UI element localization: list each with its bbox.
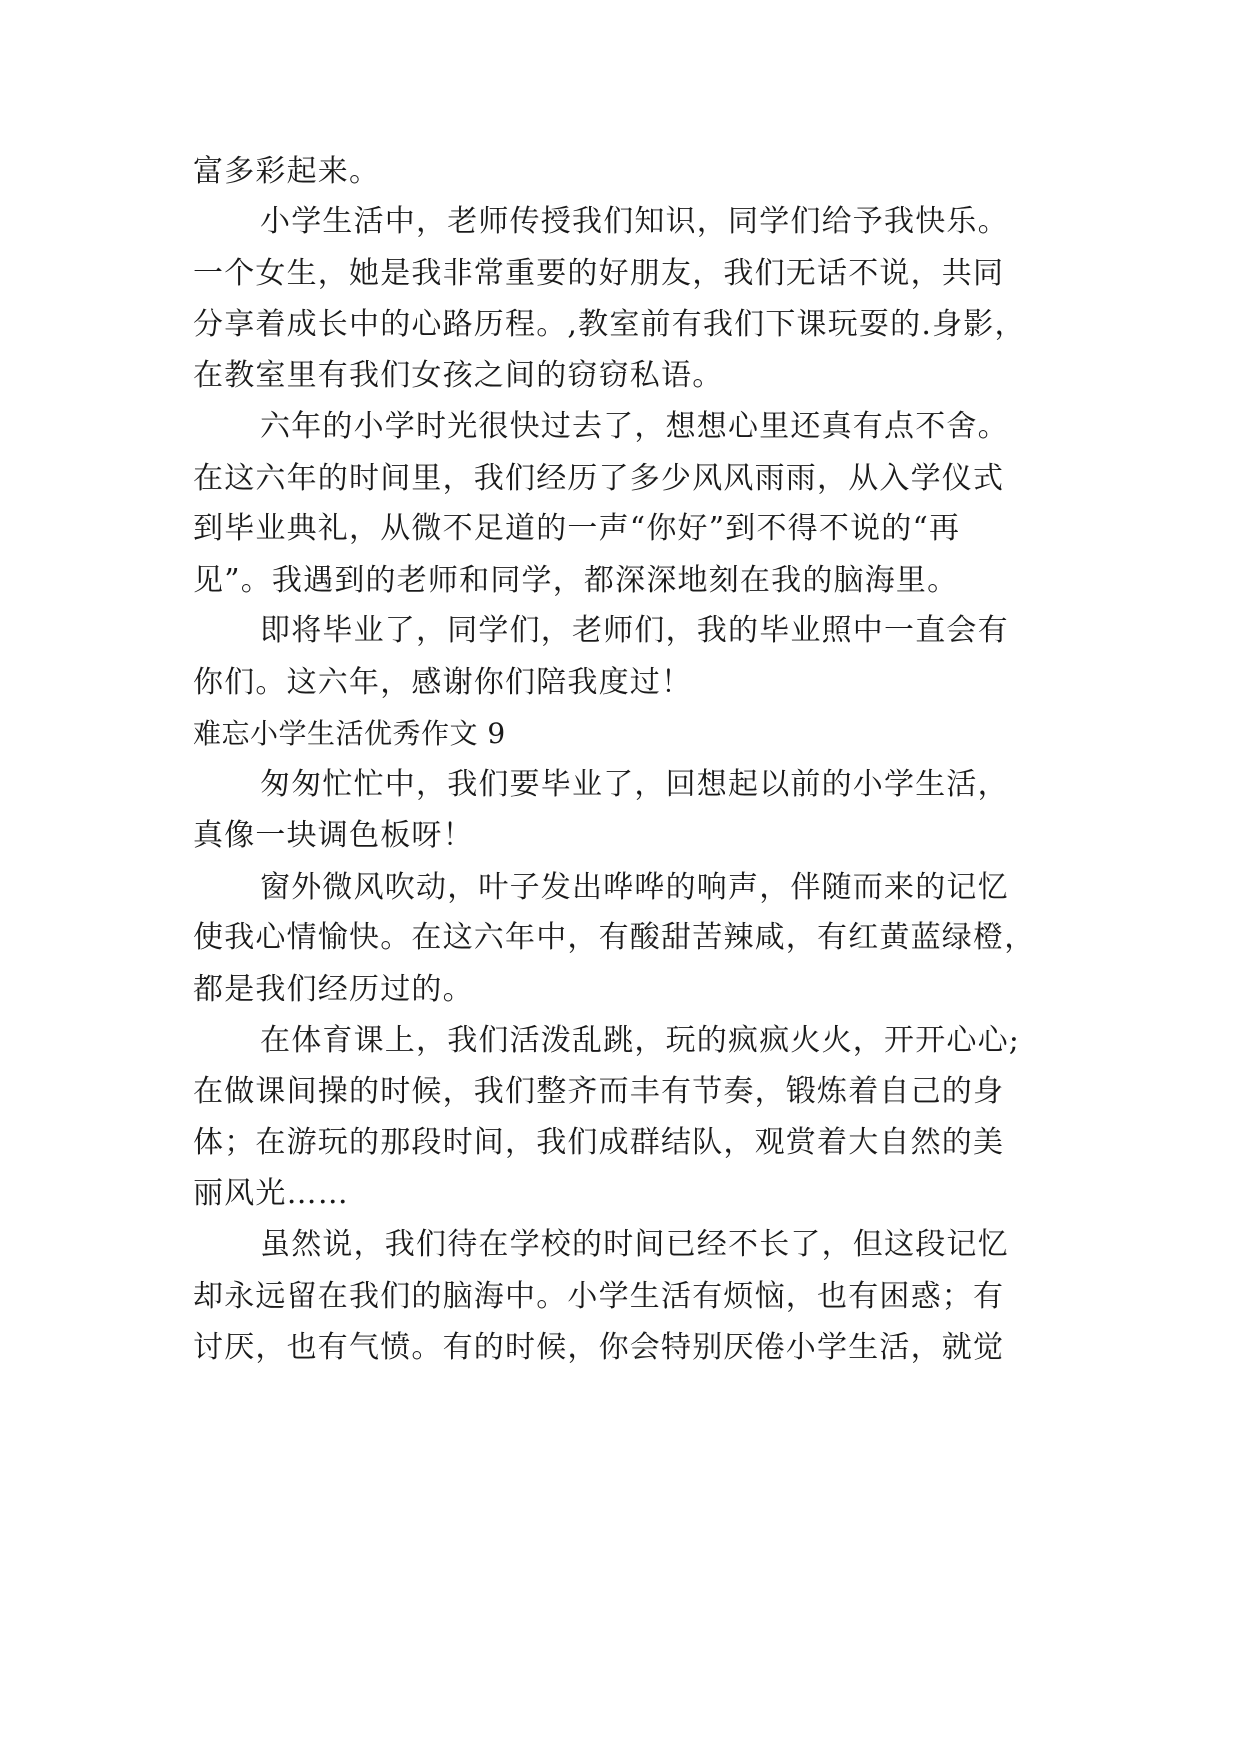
text-line: 却永远留在我们的脑海中。小学生活有烦恼，也有困惑；有 (193, 1279, 1005, 1314)
text-line: 小学生活中，老师传授我们知识，同学们给予我快乐。 (260, 204, 1009, 239)
text-line: 都是我们经历过的。 (193, 972, 474, 1007)
text-line: 一个女生，她是我非常重要的好朋友，我们无话不说，共同 (193, 256, 1005, 291)
text-line: 分享着成长中的心路历程。,教室前有我们下课玩耍的.身影， (193, 307, 1026, 342)
text-line: 窗外微风吹动，叶子发出哗哗的响声，伴随而来的记忆 (260, 870, 1009, 905)
text-line: 在体育课上，我们活泼乱跳，玩的疯疯火火，开开心心; (260, 1023, 1021, 1058)
text-line: 体；在游玩的那段时间，我们成群结队，观赏着大自然的美 (193, 1125, 1005, 1160)
text-line: 在教室里有我们女孩之间的窃窃私语。 (193, 358, 724, 393)
text-line: 丽风光…… (193, 1176, 349, 1211)
text-line: 到毕业典礼，从微不足道的一声“你好”到不得不说的“再 (193, 511, 961, 546)
text-line: 匆匆忙忙中，我们要毕业了，回想起以前的小学生活， (260, 767, 1009, 802)
text-line: 真像一块调色板呀！ (193, 818, 474, 853)
text-line: 在这六年的时间里，我们经历了多少风风雨雨，从入学仪式 (193, 461, 1005, 496)
text-line: 六年的小学时光很快过去了，想想心里还真有点不舍。 (260, 409, 1009, 444)
text-line: 富多彩起来。 (193, 154, 381, 189)
text-line: 你们。这六年，感谢你们陪我度过！ (193, 665, 693, 700)
text-line: 虽然说，我们待在学校的时间已经不长了，但这段记忆 (260, 1227, 1009, 1262)
text-line: 在做课间操的时候，我们整齐而丰有节奏，锻炼着自己的身 (193, 1074, 1005, 1109)
text-line: 即将毕业了，同学们，老师们，我的毕业照中一直会有 (260, 613, 1009, 648)
text-line: 讨厌，也有气愤。有的时候，你会特别厌倦小学生活，就觉 (193, 1330, 1005, 1365)
section-heading: 难忘小学生活优秀作文 9 (193, 717, 506, 750)
text-line: 使我心情愉快。在这六年中，有酸甜苦辣咸，有红黄蓝绿橙， (193, 920, 1036, 955)
text-line: 见”。我遇到的老师和同学，都深深地刻在我的脑海里。 (193, 563, 959, 598)
